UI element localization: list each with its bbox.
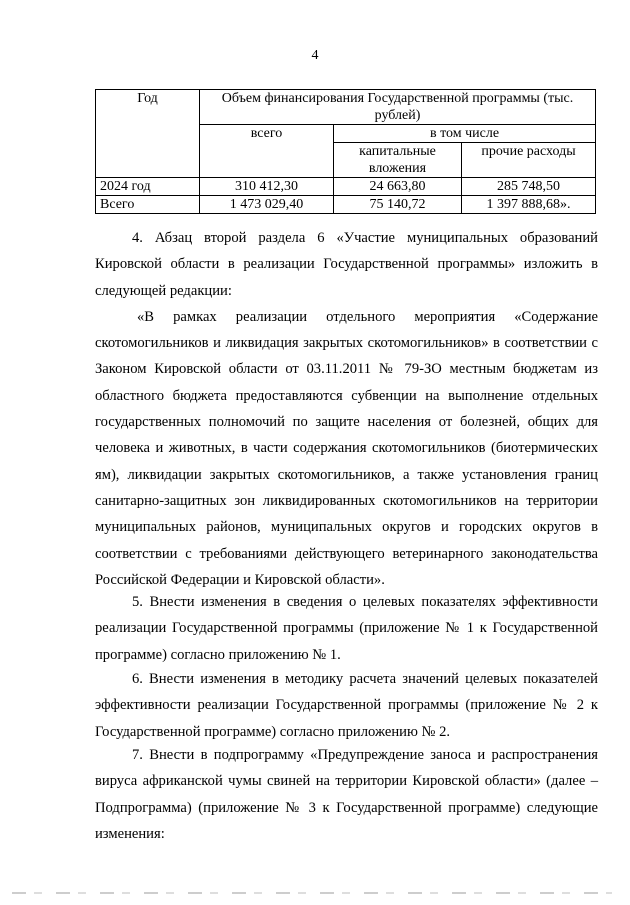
cell-capital: 24 663,80 xyxy=(334,178,462,196)
cell-year: 2024 год xyxy=(96,178,200,196)
header-capital: капитальные вложения xyxy=(334,143,462,178)
cell-total: 310 412,30 xyxy=(200,178,334,196)
paragraph-6: 6. Внести изменения в методику расчета значений целевых показателей эффективности реализации Государственной программы (приложение № 2 к Государственной программе) согласно приложению № 2. xyxy=(95,671,598,740)
body-text-lower xyxy=(95,589,598,668)
cell-other: 1 397 888,68». xyxy=(462,196,596,214)
header-year: Год xyxy=(96,90,200,178)
scan-artifact-line xyxy=(12,892,612,894)
cell-other: 285 748,50 xyxy=(462,178,596,196)
header-other: прочие расходы xyxy=(462,143,596,178)
body-text xyxy=(95,225,598,593)
header-including: в том числе xyxy=(334,125,596,143)
page-number: 4 xyxy=(311,48,319,63)
paragraph-4-quote: «В рамках реализации отдельного мероприятия «Содержание скотомогильников и ликвидация закрытых скотомогильников» в соответствии с Законом Кировской области от 03.11.2011 № 79-ЗО местным бюджетам из областного бюджета предоставляются субвенции на выполнение отдельных государственных полномочий по защите населения от болезней, общих для человека и животных, в части содержания скотомогильников (биотермических ям), ликвидации закрытых скотомогильников, а также установления границ санитарно-защитных зон ликвидированных скотомогильников на территории муниципальных районов, муниципальных округов и городских округов в соответствии с требованиями действующего ветеринарного законодательства Российской Федерации и Кировской области». xyxy=(95,308,598,588)
table-row xyxy=(96,178,596,196)
paragraph-5: 5. Внести изменения в сведения о целевых показателях эффективности реализации Государственной программы (приложение № 1 к Государственной программе) согласно приложению № 1. xyxy=(95,594,598,663)
header-total: всего xyxy=(200,125,334,178)
cell-total: 1 473 029,40 xyxy=(200,196,334,214)
table-row xyxy=(96,196,596,214)
paragraph-7: 7. Внести в подпрограмму «Предупреждение заноса и распространения вируса африканской чумы свиней на территории Кировской области» (далее – Подпрограмма) (приложение № 3 к Государственной программе) следующие изменения: xyxy=(95,747,598,842)
table-header-row xyxy=(96,90,596,125)
paragraph-4: 4. Абзац второй раздела 6 «Участие муниципальных образований Кировской области в реализации Государственной программы» изложить в следующей редакции: xyxy=(95,230,598,299)
body-text-p6 xyxy=(95,666,598,745)
body-text-p7 xyxy=(95,742,598,847)
header-volume: Объем финансирования Государственной программы (тыс. рублей) xyxy=(200,90,596,125)
financing-table xyxy=(95,89,596,214)
cell-year: Всего xyxy=(96,196,200,214)
cell-capital: 75 140,72 xyxy=(334,196,462,214)
